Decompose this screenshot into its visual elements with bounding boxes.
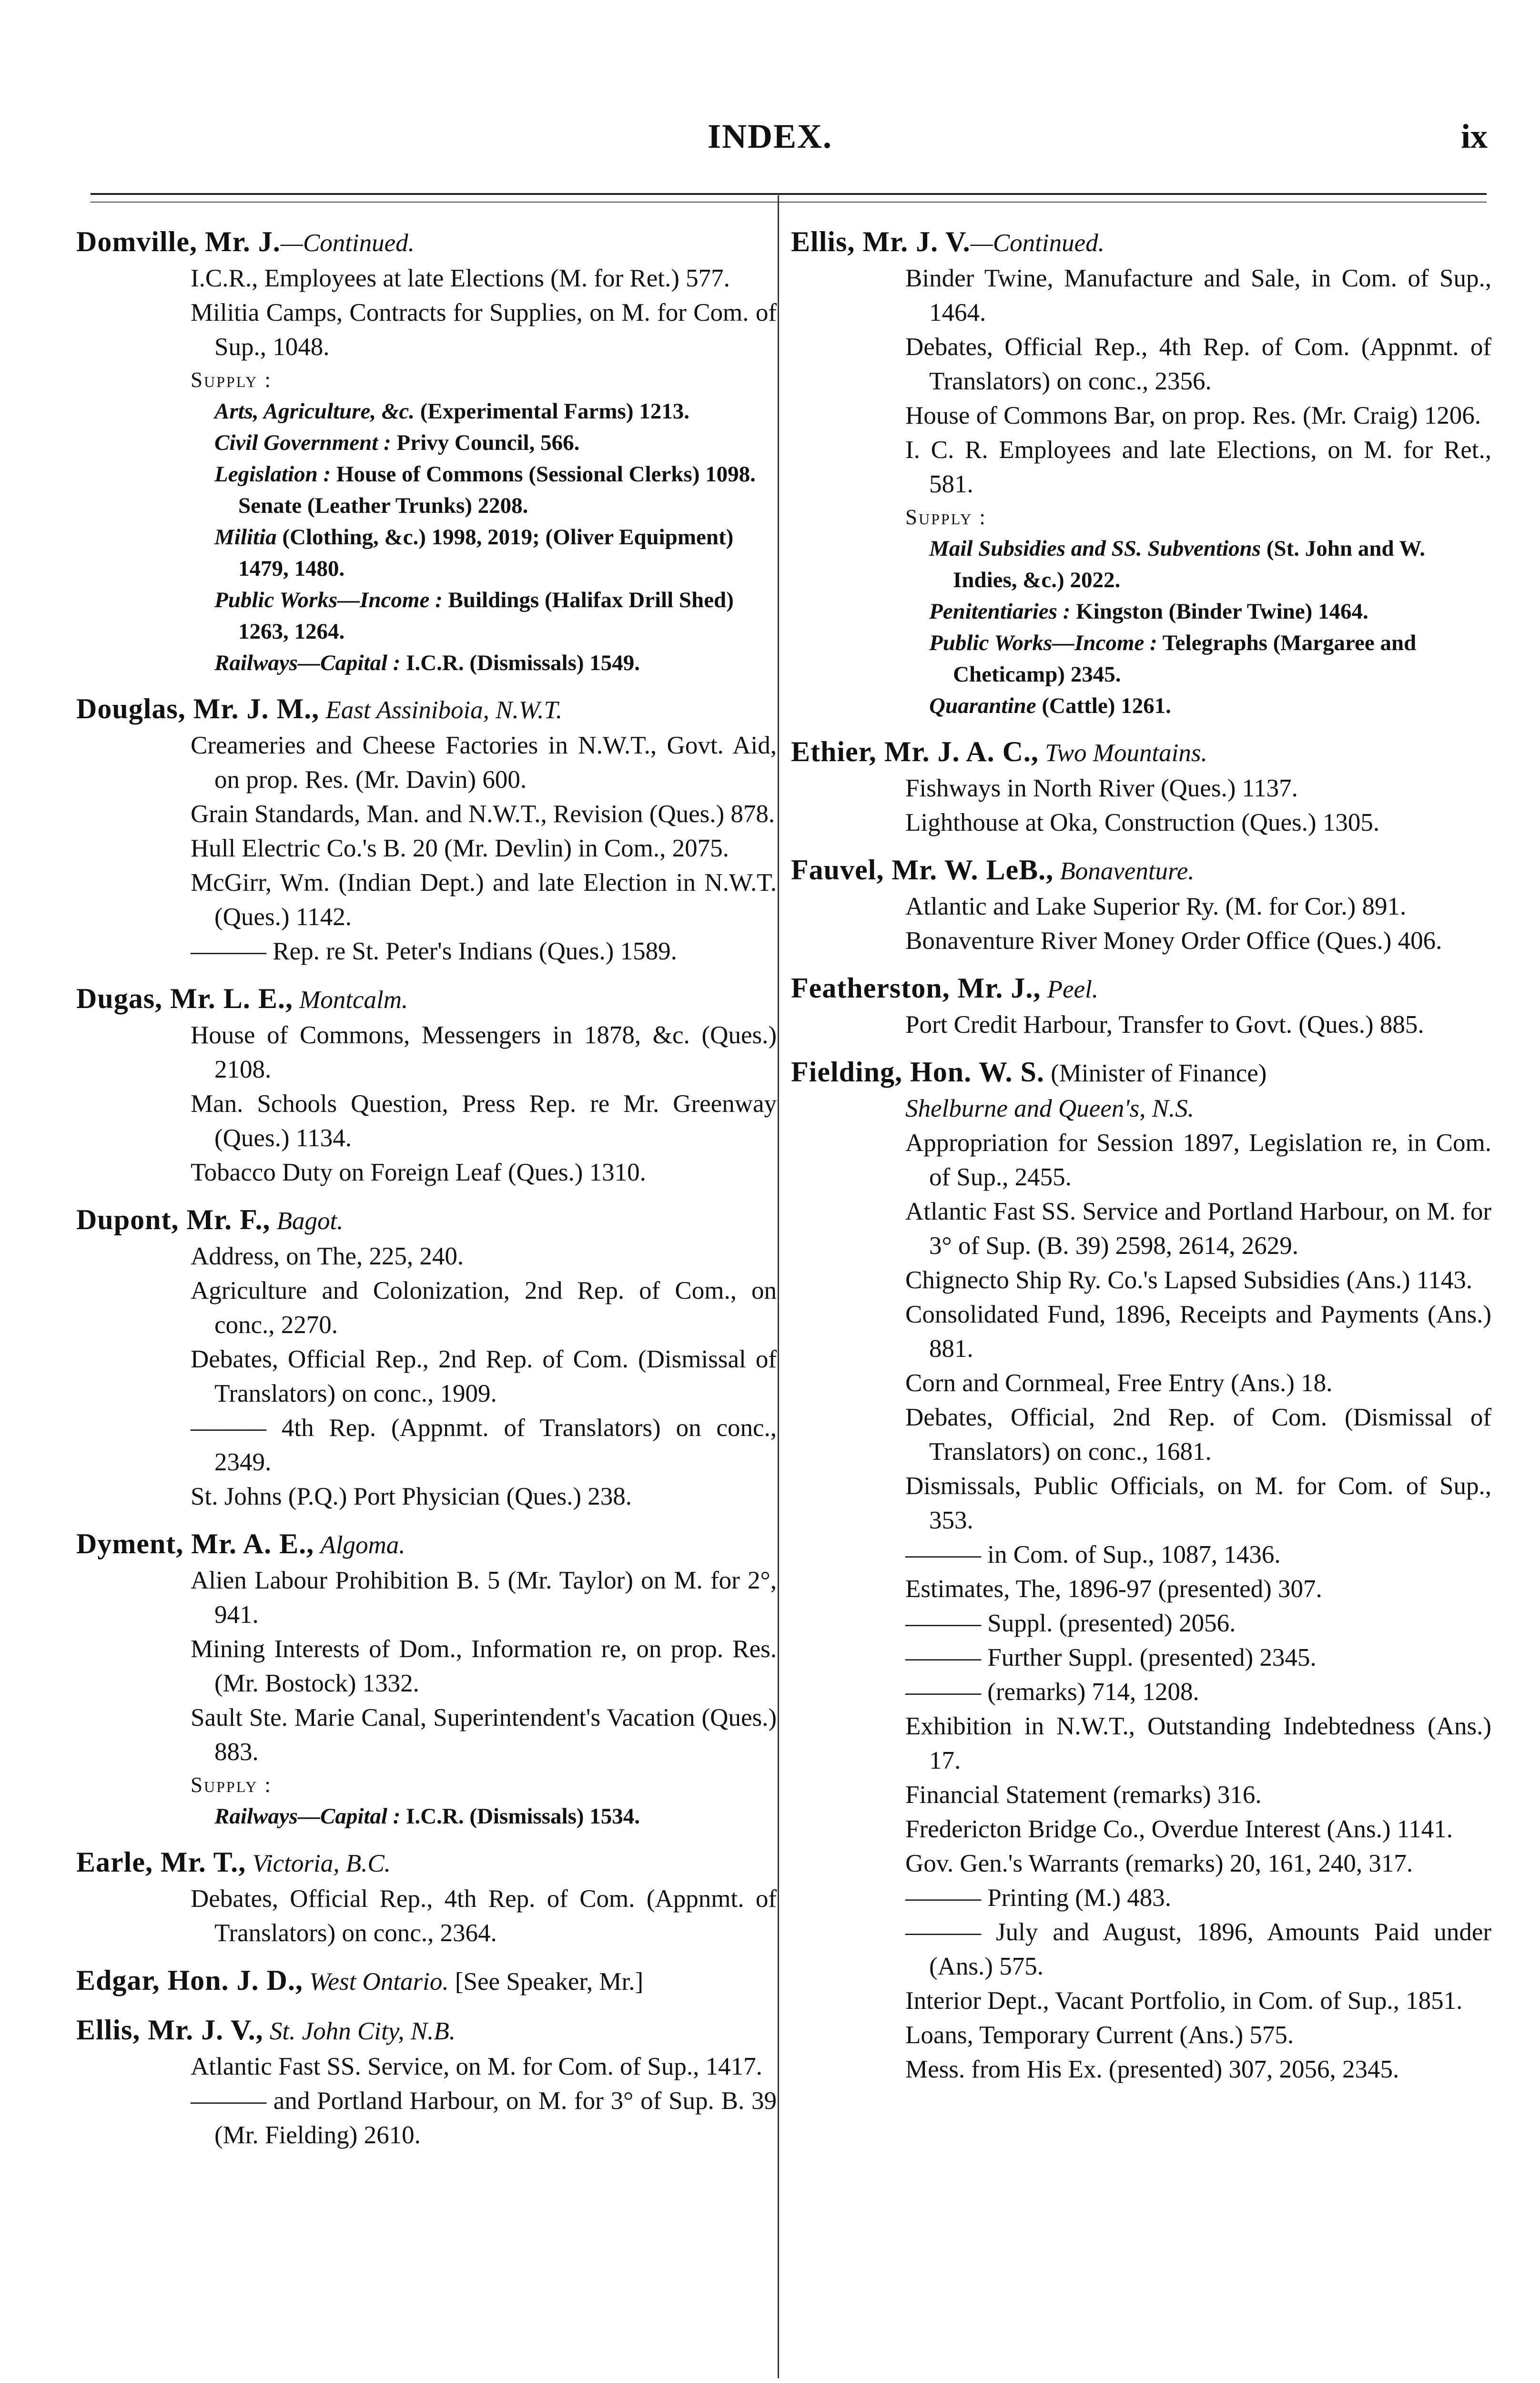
supply-text: (Cattle) 1261. [1042, 693, 1171, 718]
constituency-line [791, 1091, 1491, 1126]
entry-heading [791, 224, 1491, 261]
supply-category: Militia [214, 525, 277, 550]
index-item: Consolidated Fund, 1896, Receipts and Payments (Ans.) 881. [905, 1301, 1491, 1363]
constituency: Bonaventure. [1060, 857, 1195, 885]
index-item: Bonaventure River Money Order Office (Ques.) 406. [905, 927, 1442, 955]
constituency: St. John City, N.B. [269, 2017, 456, 2045]
entry-heading [791, 734, 1491, 771]
supply-category: Railways—Capital : [214, 651, 401, 675]
index-item: Financial Statement (remarks) 316. [905, 1781, 1262, 1809]
index-entry [76, 1963, 777, 2000]
index-entry [76, 2012, 777, 2152]
index-item: Fishways in North River (Ques.) 1137. [905, 774, 1298, 802]
member-name: Fielding, Hon. W. S. [791, 1056, 1044, 1088]
supply-item [791, 627, 1491, 690]
constituency: Victoria, B.C. [252, 1850, 391, 1877]
member-name: Dupont, Mr. F., [76, 1204, 271, 1235]
index-item: ——— 4th Rep. (Appnmt. of Translators) on conc., 2349. [191, 1414, 777, 1476]
header-rule [91, 193, 1487, 195]
entry-heading [76, 224, 777, 261]
supply-category: Public Works—Income : [214, 588, 443, 612]
supply-category: Arts, Agriculture, &c. [214, 399, 415, 424]
index-item: Tobacco Duty on Foreign Leaf (Ques.) 1310. [191, 1159, 646, 1186]
supply-category: Penitentiaries : [929, 599, 1071, 624]
supply-category: Public Works—Income : [929, 631, 1157, 655]
index-item: Chignecto Ship Ry. Co.'s Lapsed Subsidies (Ans.) 1143. [905, 1266, 1473, 1294]
index-entry [76, 1844, 777, 1950]
index-item: ——— Suppl. (presented) 2056. [905, 1609, 1236, 1637]
supply-item [76, 458, 777, 521]
index-item: Hull Electric Co.'s B. 20 (Mr. Devlin) in Com., 2075. [191, 835, 729, 862]
supply-item [76, 396, 777, 427]
member-name: Ellis, Mr. J. V., [76, 2014, 263, 2046]
supply-text: (Clothing, &c.) 1998, 2019; (Oliver Equipment) 1479, 1480. [238, 525, 734, 581]
supply-text: (Experimental Farms) 1213. [420, 399, 689, 424]
index-item: Militia Camps, Contracts for Supplies, on M. for Com. of Sup., 1048. [191, 299, 777, 361]
constituency: Bagot. [276, 1207, 344, 1235]
supply-label: Supply : [905, 505, 987, 529]
index-item: ——— (remarks) 714, 1208. [905, 1678, 1199, 1706]
supply-category: Mail Subsidies and SS. Subventions [929, 536, 1261, 561]
member-name: Earle, Mr. T., [76, 1846, 246, 1878]
supply-category: Railways—Capital : [214, 1804, 401, 1829]
supply-text: Kingston (Binder Twine) 1464. [1076, 599, 1368, 624]
member-name: Ellis, Mr. J. V. [791, 226, 971, 257]
index-item: ——— and Portland Harbour, on M. for 3° of Sup. B. 39 (Mr. Fielding) 2610. [191, 2087, 777, 2149]
member-name: Domville, Mr. J. [76, 226, 281, 257]
entry-heading [76, 981, 777, 1018]
entry-heading [76, 1202, 777, 1239]
index-item: Sault Ste. Marie Canal, Superintendent's Vacation (Ques.) 883. [191, 1704, 777, 1766]
entry-heading [76, 2012, 777, 2049]
index-item: Atlantic and Lake Superior Ry. (M. for Cor.) 891. [905, 893, 1407, 920]
entry-heading [791, 852, 1491, 889]
supply-text: House of Commons (Sessional Clerks) 1098. Senate (Leather Trunks) 2208. [238, 462, 756, 518]
entry-heading [76, 691, 777, 728]
index-item: ——— Printing (M.) 483. [905, 1884, 1171, 1912]
supply-category: Legislation : [214, 462, 331, 487]
index-item: House of Commons, Messengers in 1878, &c. (Ques.) 2108. [191, 1021, 777, 1083]
supply-category: Quarantine [929, 693, 1036, 718]
index-item: Atlantic Fast SS. Service and Portland Harbour, on M. for 3° of Sup. (B. 39) 2598, 2614, 2629. [905, 1198, 1491, 1260]
index-item: Port Credit Harbour, Transfer to Govt. (Ques.) 885. [905, 1011, 1424, 1039]
supply-label: Supply : [191, 368, 272, 392]
supply-text: Buildings (Halifax Drill Shed) 1263, 1264. [238, 588, 734, 644]
entry-heading [791, 970, 1491, 1008]
header-rule-secondary [91, 202, 1487, 203]
continued-label: —Continued. [280, 229, 415, 257]
entry-heading [791, 1054, 1491, 1091]
index-item: Corn and Cornmeal, Free Entry (Ans.) 18. [905, 1369, 1333, 1397]
index-item: Debates, Official, 2nd Rep. of Com. (Dismissal of Translators) on conc., 1681. [905, 1404, 1491, 1466]
supply-item [791, 596, 1491, 627]
page-number: ix [1460, 117, 1488, 155]
constituency: Montcalm. [299, 986, 408, 1014]
supply-text: I.C.R. (Dismissals) 1534. [406, 1804, 640, 1829]
member-name: Featherston, Mr. J., [791, 972, 1041, 1004]
index-item: Grain Standards, Man. and N.W.T., Revision (Ques.) 878. [191, 800, 775, 828]
index-item: McGirr, Wm. (Indian Dept.) and late Election in N.W.T. (Ques.) 1142. [191, 869, 777, 931]
index-item: Lighthouse at Oka, Construction (Ques.) 1305. [905, 809, 1380, 836]
supply-item [76, 427, 777, 458]
supply-category: Civil Government : [214, 430, 391, 455]
index-item: Alien Labour Prohibition B. 5 (Mr. Taylor) on M. for 2°, 941. [191, 1567, 777, 1629]
entry-heading [76, 1963, 777, 2000]
supply-item [76, 647, 777, 679]
index-item: Dismissals, Public Officials, on M. for Com. of Sup., 353. [905, 1472, 1491, 1534]
index-entry [791, 734, 1491, 840]
page-title: INDEX. [707, 117, 833, 155]
index-entry [76, 224, 777, 679]
member-name: Edgar, Hon. J. D., [76, 1965, 303, 1996]
constituency: East Assiniboia, N.W.T. [325, 696, 563, 724]
supply-text: Privy Council, 566. [396, 430, 580, 455]
supply-item [76, 584, 777, 647]
index-item: ——— Rep. re St. Peter's Indians (Ques.) 1589. [191, 937, 677, 965]
index-item: Debates, Official Rep., 4th Rep. of Com. (Appnmt. of Translators) on conc., 2356. [905, 333, 1491, 395]
member-name: Ethier, Mr. J. A. C., [791, 736, 1039, 767]
index-item: Gov. Gen.'s Warrants (remarks) 20, 161, 240, 317. [905, 1850, 1413, 1877]
supply-text: (St. John and W. Indies, &c.) 2022. [953, 536, 1425, 592]
index-item: I. C. R. Employees and late Elections, on M. for Ret., 581. [905, 436, 1491, 498]
index-entry [76, 981, 777, 1190]
index-item: Atlantic Fast SS. Service, on M. for Com. of Sup., 1417. [191, 2053, 762, 2080]
constituency: Algoma. [320, 1531, 405, 1559]
supply-item [76, 1801, 777, 1832]
member-name: Dugas, Mr. L. E., [76, 983, 293, 1014]
member-name: Fauvel, Mr. W. LeB., [791, 854, 1054, 886]
supply-item [791, 533, 1491, 596]
index-item: ——— in Com. of Sup., 1087, 1436. [905, 1541, 1281, 1568]
index-item: I.C.R., Employees at late Elections (M. for Ret.) 577. [191, 265, 730, 292]
index-entry [76, 1202, 777, 1514]
index-item: Interior Dept., Vacant Portfolio, in Com. of Sup., 1851. [905, 1987, 1463, 2015]
left-column [76, 224, 777, 2165]
index-item: ——— July and August, 1896, Amounts Paid under (Ans.) 575. [905, 1918, 1491, 1980]
heading-note: (Minister of Finance) [1051, 1059, 1267, 1087]
index-item: Agriculture and Colonization, 2nd Rep. of Com., on conc., 2270. [191, 1277, 777, 1339]
index-entry [791, 1054, 1491, 2087]
right-column [791, 224, 1491, 2099]
index-item: Creameries and Cheese Factories in N.W.T., Govt. Aid, on prop. Res. (Mr. Davin) 600. [191, 732, 777, 794]
index-item: Mining Interests of Dom., Information re, on prop. Res. (Mr. Bostock) 1332. [191, 1635, 777, 1697]
index-item: Debates, Official Rep., 4th Rep. of Com. (Appnmt. of Translators) on conc., 2364. [191, 1885, 777, 1947]
supply-item [76, 521, 777, 584]
index-item: Fredericton Bridge Co., Overdue Interest (Ans.) 1141. [905, 1815, 1453, 1843]
constituency: West Ontario. [309, 1968, 449, 1996]
index-item: Estimates, The, 1896-97 (presented) 307. [905, 1575, 1322, 1603]
supply-text: Telegraphs (Margaree and Cheticamp) 2345. [953, 631, 1417, 687]
member-name: Dyment, Mr. A. E., [76, 1528, 314, 1559]
supply-item [791, 690, 1491, 722]
index-item: Appropriation for Session 1897, Legislation re, in Com. of Sup., 2455. [905, 1129, 1491, 1191]
index-item: Binder Twine, Manufacture and Sale, in Com. of Sup., 1464. [905, 265, 1491, 326]
entry-heading [76, 1526, 777, 1563]
index-item: ——— Further Suppl. (presented) 2345. [905, 1644, 1317, 1671]
supply-label: Supply : [191, 1773, 272, 1797]
index-entry [791, 224, 1491, 722]
supply-text: I.C.R. (Dismissals) 1549. [406, 651, 640, 675]
continued-label: —Continued. [970, 229, 1104, 257]
index-item: House of Commons Bar, on prop. Res. (Mr. Craig) 1206. [905, 402, 1481, 429]
entry-heading [76, 1844, 777, 1882]
index-item: Exhibition in N.W.T., Outstanding Indebtedness (Ans.) 17. [905, 1712, 1491, 1774]
index-item: Address, on The, 225, 240. [191, 1242, 464, 1270]
index-entry [791, 852, 1491, 958]
constituency: Shelburne and Queen's, N.S. [905, 1095, 1195, 1122]
index-item: Debates, Official Rep., 2nd Rep. of Com. (Dismissal of Translators) on conc., 1909. [191, 1345, 777, 1407]
constituency: Two Mountains. [1045, 739, 1207, 767]
index-entry [76, 1526, 777, 1832]
member-name: Douglas, Mr. J. M., [76, 693, 320, 724]
column-divider [778, 195, 779, 2378]
constituency: Peel. [1047, 976, 1099, 1003]
index-entry [791, 970, 1491, 1042]
heading-note: [See Speaker, Mr.] [455, 1968, 644, 1996]
index-item: Man. Schools Question, Press Rep. re Mr. Greenway (Ques.) 1134. [191, 1090, 777, 1152]
index-item: Mess. from His Ex. (presented) 307, 2056, 2345. [905, 2056, 1399, 2083]
index-entry [76, 691, 777, 968]
index-item: Loans, Temporary Current (Ans.) 575. [905, 2021, 1294, 2049]
index-item: St. Johns (P.Q.) Port Physician (Ques.) 238. [191, 1483, 632, 1510]
